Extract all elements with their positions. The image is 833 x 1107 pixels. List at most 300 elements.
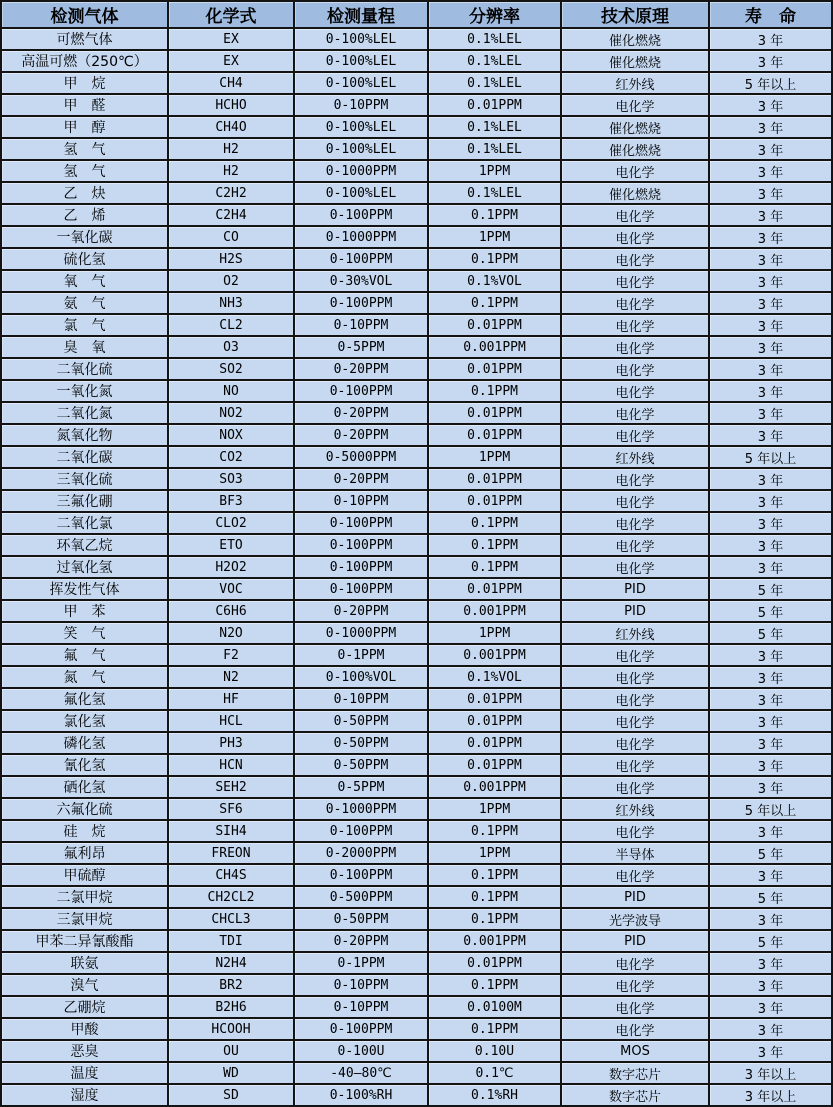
principle-cell: 电化学 [561, 864, 709, 886]
table-row [1, 622, 832, 644]
gas-name-cell: 二氧化氯 [1, 512, 168, 534]
resolution-cell: 0.01PPM [428, 402, 561, 424]
resolution-cell: 0.1%LEL [428, 28, 561, 50]
principle-cell: 电化学 [561, 336, 709, 358]
principle-cell: 电化学 [561, 226, 709, 248]
formula-cell: HCHO [168, 94, 294, 116]
range-cell: 0-100%LEL [294, 182, 428, 204]
gas-name-cell: 甲 烷 [1, 72, 168, 94]
formula-cell: WD [168, 1062, 294, 1084]
formula-cell: N2 [168, 666, 294, 688]
resolution-cell: 0.001PPM [428, 776, 561, 798]
formula-cell: SEH2 [168, 776, 294, 798]
column-header-principle: 技术原理 [561, 1, 709, 28]
lifespan-cell: 3 年 [709, 182, 832, 204]
range-cell: 0-100PPM [294, 512, 428, 534]
table-row [1, 358, 832, 380]
resolution-cell: 1PPM [428, 842, 561, 864]
formula-cell: F2 [168, 644, 294, 666]
formula-cell: C6H6 [168, 600, 294, 622]
resolution-cell: 0.01PPM [428, 358, 561, 380]
lifespan-cell: 3 年 [709, 1040, 832, 1062]
lifespan-cell: 3 年以上 [709, 1062, 832, 1084]
resolution-cell: 0.1%LEL [428, 50, 561, 72]
formula-cell: O2 [168, 270, 294, 292]
principle-cell: 电化学 [561, 710, 709, 732]
column-header-gas: 检测气体 [1, 1, 168, 28]
gas-name-cell: 一氧化碳 [1, 226, 168, 248]
principle-cell: 电化学 [561, 358, 709, 380]
gas-name-cell: 六氟化硫 [1, 798, 168, 820]
formula-cell: CLO2 [168, 512, 294, 534]
resolution-cell: 0.1PPM [428, 1018, 561, 1040]
range-cell: 0-1000PPM [294, 798, 428, 820]
principle-cell: 红外线 [561, 446, 709, 468]
principle-cell: 电化学 [561, 468, 709, 490]
range-cell: 0-50PPM [294, 754, 428, 776]
table-row [1, 468, 832, 490]
resolution-cell: 0.1PPM [428, 864, 561, 886]
formula-cell: HCOOH [168, 1018, 294, 1040]
resolution-cell: 0.1PPM [428, 248, 561, 270]
gas-name-cell: 氯化氢 [1, 710, 168, 732]
resolution-cell: 1PPM [428, 622, 561, 644]
lifespan-cell: 3 年 [709, 820, 832, 842]
table-row [1, 446, 832, 468]
formula-cell: PH3 [168, 732, 294, 754]
gas-name-cell: 温度 [1, 1062, 168, 1084]
formula-cell: BR2 [168, 974, 294, 996]
principle-cell: 电化学 [561, 270, 709, 292]
resolution-cell: 0.1PPM [428, 512, 561, 534]
gas-name-cell: 氟利昂 [1, 842, 168, 864]
resolution-cell: 1PPM [428, 446, 561, 468]
range-cell: 0-100%LEL [294, 138, 428, 160]
range-cell: 0-100%LEL [294, 28, 428, 50]
principle-cell: 电化学 [561, 776, 709, 798]
gas-name-cell: 湿度 [1, 1084, 168, 1106]
gas-name-cell: 高温可燃（250℃） [1, 50, 168, 72]
principle-cell: 电化学 [561, 688, 709, 710]
formula-cell: H2O2 [168, 556, 294, 578]
gas-name-cell: 甲 苯 [1, 600, 168, 622]
table-row [1, 248, 832, 270]
principle-cell: PID [561, 578, 709, 600]
range-cell: 0-20PPM [294, 600, 428, 622]
resolution-cell: 0.01PPM [428, 578, 561, 600]
range-cell: 0-100PPM [294, 380, 428, 402]
lifespan-cell: 3 年 [709, 512, 832, 534]
resolution-cell: 0.1%LEL [428, 138, 561, 160]
formula-cell: CH4S [168, 864, 294, 886]
range-cell: 0-100%LEL [294, 116, 428, 138]
lifespan-cell: 3 年 [709, 358, 832, 380]
column-header-formula: 化学式 [168, 1, 294, 28]
resolution-cell: 0.1PPM [428, 886, 561, 908]
principle-cell: 电化学 [561, 1018, 709, 1040]
table-row [1, 116, 832, 138]
table-row [1, 842, 832, 864]
principle-cell: 电化学 [561, 732, 709, 754]
lifespan-cell: 3 年 [709, 666, 832, 688]
gas-name-cell: 氟化氢 [1, 688, 168, 710]
gas-name-cell: 氯 气 [1, 314, 168, 336]
formula-cell: N2O [168, 622, 294, 644]
table-header [1, 1, 832, 28]
table-row [1, 512, 832, 534]
gas-name-cell: 乙 烯 [1, 204, 168, 226]
principle-cell: 红外线 [561, 798, 709, 820]
resolution-cell: 0.001PPM [428, 644, 561, 666]
range-cell: 0-10PPM [294, 688, 428, 710]
principle-cell: 催化燃烧 [561, 28, 709, 50]
range-cell: 0-100%LEL [294, 72, 428, 94]
lifespan-cell: 3 年 [709, 28, 832, 50]
range-cell: 0-100PPM [294, 1018, 428, 1040]
lifespan-cell: 3 年 [709, 776, 832, 798]
table-row [1, 908, 832, 930]
lifespan-cell: 3 年 [709, 94, 832, 116]
principle-cell: 红外线 [561, 72, 709, 94]
principle-cell: 光学波导 [561, 908, 709, 930]
header-row [1, 1, 832, 28]
lifespan-cell: 3 年 [709, 380, 832, 402]
lifespan-cell: 3 年以上 [709, 1084, 832, 1106]
range-cell: 0-20PPM [294, 930, 428, 952]
table-row [1, 1040, 832, 1062]
resolution-cell: 0.001PPM [428, 336, 561, 358]
range-cell: 0-20PPM [294, 402, 428, 424]
lifespan-cell: 3 年 [709, 468, 832, 490]
formula-cell: B2H6 [168, 996, 294, 1018]
lifespan-cell: 3 年 [709, 908, 832, 930]
lifespan-cell: 5 年以上 [709, 798, 832, 820]
principle-cell: 电化学 [561, 314, 709, 336]
gas-name-cell: 甲 醇 [1, 116, 168, 138]
gas-name-cell: 二氧化碳 [1, 446, 168, 468]
gas-name-cell: 溴气 [1, 974, 168, 996]
table-row [1, 138, 832, 160]
table-row [1, 952, 832, 974]
principle-cell: 电化学 [561, 490, 709, 512]
resolution-cell: 0.1PPM [428, 556, 561, 578]
table-row [1, 754, 832, 776]
lifespan-cell: 3 年 [709, 490, 832, 512]
table-row [1, 864, 832, 886]
range-cell: 0-5PPM [294, 336, 428, 358]
column-header-lifespan: 寿 命 [709, 1, 832, 28]
resolution-cell: 1PPM [428, 226, 561, 248]
resolution-cell: 0.01PPM [428, 688, 561, 710]
formula-cell: H2S [168, 248, 294, 270]
range-cell: 0-100PPM [294, 292, 428, 314]
lifespan-cell: 5 年 [709, 842, 832, 864]
table-row [1, 94, 832, 116]
formula-cell: SF6 [168, 798, 294, 820]
range-cell: 0-100PPM [294, 820, 428, 842]
range-cell: 0-10PPM [294, 94, 428, 116]
gas-name-cell: 乙 炔 [1, 182, 168, 204]
range-cell: 0-100U [294, 1040, 428, 1062]
table-row [1, 336, 832, 358]
range-cell: 0-1000PPM [294, 160, 428, 182]
gas-name-cell: 甲硫醇 [1, 864, 168, 886]
resolution-cell: 0.01PPM [428, 732, 561, 754]
principle-cell: PID [561, 600, 709, 622]
resolution-cell: 0.01PPM [428, 710, 561, 732]
lifespan-cell: 3 年 [709, 204, 832, 226]
table-row [1, 534, 832, 556]
table-row [1, 270, 832, 292]
lifespan-cell: 3 年 [709, 952, 832, 974]
lifespan-cell: 5 年 [709, 886, 832, 908]
formula-cell: EX [168, 50, 294, 72]
formula-cell: NO [168, 380, 294, 402]
principle-cell: 电化学 [561, 292, 709, 314]
resolution-cell: 0.0100M [428, 996, 561, 1018]
gas-name-cell: 三氧化硫 [1, 468, 168, 490]
resolution-cell: 0.1PPM [428, 908, 561, 930]
lifespan-cell: 3 年 [709, 160, 832, 182]
gas-name-cell: 联氨 [1, 952, 168, 974]
lifespan-cell: 5 年 [709, 622, 832, 644]
range-cell: 0-100%LEL [294, 50, 428, 72]
lifespan-cell: 5 年 [709, 600, 832, 622]
resolution-cell: 0.01PPM [428, 754, 561, 776]
resolution-cell: 1PPM [428, 798, 561, 820]
table-row [1, 578, 832, 600]
gas-name-cell: 氢 气 [1, 138, 168, 160]
lifespan-cell: 3 年 [709, 270, 832, 292]
formula-cell: HCL [168, 710, 294, 732]
resolution-cell: 1PPM [428, 160, 561, 182]
lifespan-cell: 3 年 [709, 138, 832, 160]
resolution-cell: 0.01PPM [428, 952, 561, 974]
range-cell: 0-1000PPM [294, 226, 428, 248]
gas-name-cell: 二氯甲烷 [1, 886, 168, 908]
lifespan-cell: 3 年 [709, 50, 832, 72]
gas-name-cell: 硫化氢 [1, 248, 168, 270]
table-row [1, 1084, 832, 1106]
gas-name-cell: 过氧化氢 [1, 556, 168, 578]
principle-cell: 催化燃烧 [561, 138, 709, 160]
gas-name-cell: 磷化氢 [1, 732, 168, 754]
principle-cell: 数字芯片 [561, 1084, 709, 1106]
gas-name-cell: 氢 气 [1, 160, 168, 182]
formula-cell: VOC [168, 578, 294, 600]
formula-cell: ETO [168, 534, 294, 556]
principle-cell: 电化学 [561, 204, 709, 226]
resolution-cell: 0.1PPM [428, 380, 561, 402]
table-row [1, 402, 832, 424]
formula-cell: CHCL3 [168, 908, 294, 930]
principle-cell: 电化学 [561, 952, 709, 974]
formula-cell: NH3 [168, 292, 294, 314]
resolution-cell: 0.001PPM [428, 930, 561, 952]
lifespan-cell: 3 年 [709, 710, 832, 732]
gas-name-cell: 甲酸 [1, 1018, 168, 1040]
formula-cell: CH2CL2 [168, 886, 294, 908]
table-row [1, 226, 832, 248]
lifespan-cell: 3 年 [709, 534, 832, 556]
table-row [1, 182, 832, 204]
resolution-cell: 0.1℃ [428, 1062, 561, 1084]
table-row [1, 666, 832, 688]
range-cell: 0-20PPM [294, 358, 428, 380]
formula-cell: HF [168, 688, 294, 710]
table-row [1, 930, 832, 952]
principle-cell: MOS [561, 1040, 709, 1062]
formula-cell: CO [168, 226, 294, 248]
resolution-cell: 0.01PPM [428, 314, 561, 336]
gas-name-cell: 二氧化氮 [1, 402, 168, 424]
formula-cell: N2H4 [168, 952, 294, 974]
formula-cell: NO2 [168, 402, 294, 424]
formula-cell: SIH4 [168, 820, 294, 842]
table-row [1, 886, 832, 908]
table-row [1, 644, 832, 666]
table-row [1, 710, 832, 732]
formula-cell: CH4 [168, 72, 294, 94]
table-row [1, 490, 832, 512]
principle-cell: 催化燃烧 [561, 116, 709, 138]
range-cell: 0-5PPM [294, 776, 428, 798]
table-row [1, 820, 832, 842]
lifespan-cell: 3 年 [709, 336, 832, 358]
principle-cell: 电化学 [561, 666, 709, 688]
gas-name-cell: 硅 烷 [1, 820, 168, 842]
gas-name-cell: 氧 气 [1, 270, 168, 292]
resolution-cell: 0.1%LEL [428, 72, 561, 94]
table-row [1, 996, 832, 1018]
resolution-cell: 0.01PPM [428, 424, 561, 446]
principle-cell: 电化学 [561, 754, 709, 776]
table-row [1, 600, 832, 622]
gas-name-cell: 硒化氢 [1, 776, 168, 798]
gas-name-cell: 氟 气 [1, 644, 168, 666]
table-row [1, 688, 832, 710]
lifespan-cell: 3 年 [709, 996, 832, 1018]
principle-cell: 电化学 [561, 996, 709, 1018]
table-row [1, 776, 832, 798]
range-cell: 0-50PPM [294, 732, 428, 754]
formula-cell: BF3 [168, 490, 294, 512]
range-cell: 0-10PPM [294, 490, 428, 512]
lifespan-cell: 3 年 [709, 644, 832, 666]
principle-cell: 电化学 [561, 160, 709, 182]
range-cell: 0-50PPM [294, 908, 428, 930]
table-row [1, 556, 832, 578]
range-cell: 0-1PPM [294, 952, 428, 974]
table-row [1, 424, 832, 446]
range-cell: -40—80℃ [294, 1062, 428, 1084]
principle-cell: 半导体 [561, 842, 709, 864]
lifespan-cell: 3 年 [709, 402, 832, 424]
table-row [1, 798, 832, 820]
resolution-cell: 0.1PPM [428, 820, 561, 842]
principle-cell: 电化学 [561, 534, 709, 556]
table-row [1, 28, 832, 50]
range-cell: 0-20PPM [294, 468, 428, 490]
formula-cell: CL2 [168, 314, 294, 336]
principle-cell: 电化学 [561, 556, 709, 578]
resolution-cell: 0.001PPM [428, 600, 561, 622]
principle-cell: 电化学 [561, 248, 709, 270]
resolution-cell: 0.1PPM [428, 292, 561, 314]
lifespan-cell: 5 年以上 [709, 446, 832, 468]
principle-cell: 电化学 [561, 512, 709, 534]
range-cell: 0-100PPM [294, 248, 428, 270]
gas-name-cell: 氮氧化物 [1, 424, 168, 446]
lifespan-cell: 5 年 [709, 578, 832, 600]
range-cell: 0-100PPM [294, 578, 428, 600]
resolution-cell: 0.1PPM [428, 204, 561, 226]
lifespan-cell: 3 年 [709, 424, 832, 446]
principle-cell: 电化学 [561, 424, 709, 446]
resolution-cell: 0.1%RH [428, 1084, 561, 1106]
formula-cell: CO2 [168, 446, 294, 468]
formula-cell: FREON [168, 842, 294, 864]
formula-cell: SD [168, 1084, 294, 1106]
range-cell: 0-1PPM [294, 644, 428, 666]
principle-cell: PID [561, 886, 709, 908]
lifespan-cell: 3 年 [709, 864, 832, 886]
gas-name-cell: 甲苯二异氰酸酯 [1, 930, 168, 952]
resolution-cell: 0.01PPM [428, 468, 561, 490]
lifespan-cell: 3 年 [709, 116, 832, 138]
table-row [1, 380, 832, 402]
formula-cell: SO3 [168, 468, 294, 490]
lifespan-cell: 3 年 [709, 556, 832, 578]
range-cell: 0-5000PPM [294, 446, 428, 468]
table-body [1, 28, 832, 1106]
principle-cell: 红外线 [561, 622, 709, 644]
gas-name-cell: 臭 氧 [1, 336, 168, 358]
lifespan-cell: 3 年 [709, 314, 832, 336]
gas-name-cell: 三氟化硼 [1, 490, 168, 512]
table-row [1, 974, 832, 996]
resolution-cell: 0.1PPM [428, 974, 561, 996]
range-cell: 0-2000PPM [294, 842, 428, 864]
range-cell: 0-1000PPM [294, 622, 428, 644]
range-cell: 0-10PPM [294, 996, 428, 1018]
column-header-range: 检测量程 [294, 1, 428, 28]
range-cell: 0-100PPM [294, 556, 428, 578]
resolution-cell: 0.1%LEL [428, 116, 561, 138]
formula-cell: OU [168, 1040, 294, 1062]
range-cell: 0-100%RH [294, 1084, 428, 1106]
gas-name-cell: 氨 气 [1, 292, 168, 314]
principle-cell: 数字芯片 [561, 1062, 709, 1084]
range-cell: 0-30%VOL [294, 270, 428, 292]
gas-name-cell: 甲 醛 [1, 94, 168, 116]
formula-cell: H2 [168, 160, 294, 182]
gas-name-cell: 挥发性气体 [1, 578, 168, 600]
principle-cell: 电化学 [561, 402, 709, 424]
range-cell: 0-10PPM [294, 314, 428, 336]
gas-name-cell: 可燃气体 [1, 28, 168, 50]
formula-cell: CH4O [168, 116, 294, 138]
formula-cell: SO2 [168, 358, 294, 380]
resolution-cell: 0.10U [428, 1040, 561, 1062]
table-row [1, 160, 832, 182]
gas-name-cell: 乙硼烷 [1, 996, 168, 1018]
lifespan-cell: 3 年 [709, 1018, 832, 1040]
principle-cell: 电化学 [561, 974, 709, 996]
range-cell: 0-100%VOL [294, 666, 428, 688]
gas-name-cell: 环氧乙烷 [1, 534, 168, 556]
range-cell: 0-100PPM [294, 864, 428, 886]
